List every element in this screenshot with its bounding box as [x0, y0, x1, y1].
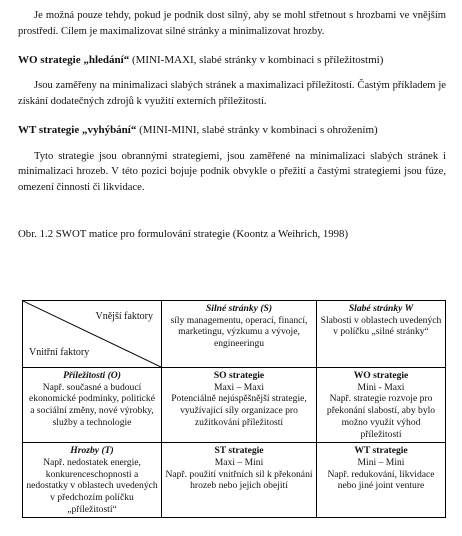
wt-sub: Mini – Mini	[357, 456, 405, 468]
strengths-text: síly managementu, operací, financí, marketingu, výzkumu a vývoje, engineeringu	[170, 314, 308, 350]
st-sub: Maxi – Mini	[214, 456, 264, 468]
wt-heading-rest: (MINI-MINI, slabé stránky v kombinaci s ohrožením)	[136, 124, 378, 137]
opportunities-title: Příležitosti (O)	[63, 370, 121, 381]
st-text: Např. použití vnitřních sil k překonání hrozeb nebo jejich obejití	[165, 468, 313, 492]
document-page	[18, 8, 446, 242]
weaknesses-text: Slabosti v oblastech uvedených v políčku „silné stránky“	[320, 314, 442, 338]
cell-wo-strategy	[317, 368, 446, 443]
swot-matrix-table	[22, 300, 446, 518]
cell-wt-strategy	[317, 443, 446, 518]
cell-st-strategy	[162, 443, 317, 518]
strengths-title: Silné stránky (S)	[205, 303, 273, 314]
wo-text: Např. strategie rozvoje pro překonání slabostí, aby bylo možno využít výhod příležitostí	[326, 393, 436, 440]
corner-label-internal: Vnitřní faktory	[29, 346, 90, 358]
opportunities-text: Např. současné a budoucí ekonomické podmínky, politické a sociální změny, nové výrobky, služby a technologie	[29, 381, 155, 428]
cell-so-strategy	[162, 368, 317, 443]
table-row-header	[23, 301, 446, 368]
cell-weaknesses	[317, 301, 446, 368]
corner-label-external: Vnější faktory	[95, 311, 153, 322]
corner-cell	[23, 301, 162, 368]
wt-strategy-heading	[18, 122, 446, 139]
wo-strategy-heading	[18, 52, 446, 69]
wo-heading-rest: (MINI-MAXI, slabé stránky v kombinaci s příležitostmi)	[129, 53, 384, 66]
cell-threats	[23, 443, 162, 518]
paragraph-wt: Tyto strategie jsou obrannými strategiemi, jsou zaměřené na minimalizaci slabých stránek i minimalizaci hrozeb. V této pozici bojuje podnik obvykle o přežití a častými strategiemi jsou fúze, omezení činnosti či likvidace.	[18, 150, 446, 194]
wo-title: WO strategie	[353, 370, 409, 381]
wt-heading-bold: WT strategie „vyhýbání“	[18, 124, 137, 137]
st-title: ST strategie	[214, 445, 264, 457]
so-text: Potenciálně nejúspěšnější strategie, využívající síly organizace pro zužitkování příležitostí	[171, 393, 307, 428]
weaknesses-title: Slabé stránky W	[348, 303, 414, 314]
paragraph-intro: Je možná pouze tehdy, pokud je podnik dost silný, aby se mohl střetnout s hrozbami ve vnějším prostředí. Cílem je maximalizovat silné stránky a minimalizovat hrozby.	[18, 10, 446, 37]
cell-opportunities	[23, 368, 162, 443]
wt-title: WT strategie	[354, 445, 408, 457]
paragraph-wo: Jsou zaměřeny na minimalizaci slabých stránek a maximalizaci příležitostí. Častým příkladem je získání dodatečných zdrojů k využití externích příležitostí.	[18, 80, 446, 108]
table-row-threats	[23, 443, 446, 518]
wt-text: Např. redukování, likvidace nebo jiné joint venture	[327, 468, 435, 492]
threats-title: Hrozby (T)	[70, 445, 114, 457]
so-title: SO strategie	[213, 370, 265, 381]
cell-strengths	[162, 301, 317, 368]
wo-heading-bold: WO strategie „hledání“	[18, 53, 130, 66]
threats-text: Např. nedostatek energie, konkurenceschopnosti a nedostatky v oblastech uvedených v předchozím políčku „příležitostí“	[26, 456, 158, 515]
wo-sub: Mini - Maxi	[357, 381, 405, 393]
figure-caption: Obr. 1.2 SWOT matice pro formulování strategie (Koontz a Weihrich, 1998)	[18, 228, 349, 241]
so-sub: Maxi – Maxi	[213, 381, 265, 393]
table-row-opportunities	[23, 368, 446, 443]
